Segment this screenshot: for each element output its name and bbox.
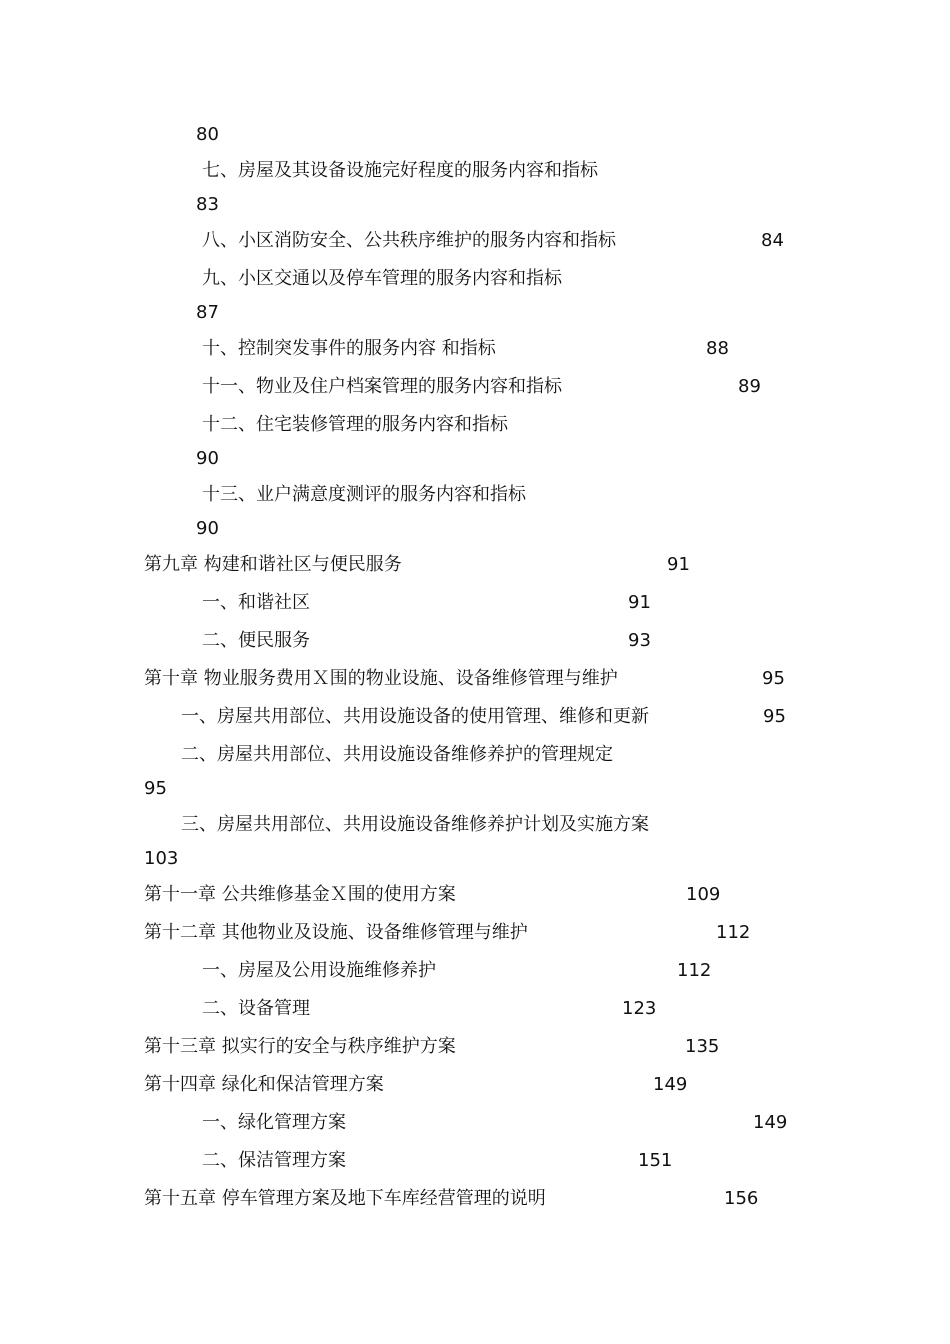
toc-entry-title: 一、和谐社区 (202, 592, 310, 613)
toc-page-number: 83 (196, 194, 219, 215)
toc-entry-title: 九、小区交通以及停车管理的服务内容和指标 (202, 268, 562, 289)
toc-entry-title: 十三、业户满意度测评的服务内容和指标 (202, 484, 526, 505)
toc-chapter-title: 第十一章 公共维修基金Ｘ围的使用方案 (144, 884, 456, 905)
toc-chapter-title: 第九章 构建和谐社区与便民服务 (144, 554, 402, 575)
toc-entry-title: 二、房屋共用部位、共用设施设备维修养护的管理规定 (181, 744, 613, 765)
toc-page-number: 123 (622, 998, 657, 1019)
toc-page-number: 95 (763, 706, 786, 727)
toc-entry-title: 二、设备管理 (202, 998, 310, 1019)
toc-page-number: 88 (706, 338, 729, 359)
toc-entry-title: 一、房屋及公用设施维修养护 (202, 960, 436, 981)
toc-page-number: 149 (753, 1112, 788, 1133)
toc-chapter-title: 第十四章 绿化和保洁管理方案 (144, 1074, 384, 1095)
toc-chapter-title: 第十三章 拟实行的安全与秩序维护方案 (144, 1036, 456, 1057)
toc-page-number: 87 (196, 302, 219, 323)
toc-page-number: 135 (685, 1036, 720, 1057)
toc-entry-title: 二、便民服务 (202, 630, 310, 651)
toc-page-number: 90 (196, 518, 219, 539)
toc-entry-title: 二、保洁管理方案 (202, 1150, 346, 1171)
toc-page-number: 91 (628, 592, 651, 613)
toc-page-number: 91 (667, 554, 690, 575)
toc-entry-title: 一、房屋共用部位、共用设施设备的使用管理、维修和更新 (181, 706, 649, 727)
toc-entry-title: 十、控制突发事件的服务内容 和指标 (202, 338, 496, 359)
toc-page-number: 95 (762, 668, 785, 689)
toc-page-number: 112 (716, 922, 751, 943)
toc-page-number: 89 (738, 376, 761, 397)
toc-page-number: 103 (144, 848, 179, 869)
toc-page-number: 93 (628, 630, 651, 651)
toc-page-number: 109 (686, 884, 721, 905)
toc-page-number: 84 (761, 230, 784, 251)
toc-page-number: 112 (677, 960, 712, 981)
toc-entry-title: 十二、住宅装修管理的服务内容和指标 (202, 414, 508, 435)
toc-page-number: 156 (724, 1188, 759, 1209)
toc-page-number: 151 (638, 1150, 673, 1171)
toc-chapter-title: 第十二章 其他物业及设施、设备维修管理与维护 (144, 922, 528, 943)
toc-entry-title: 八、小区消防安全、公共秩序维护的服务内容和指标 (202, 230, 616, 251)
toc-page-number: 149 (653, 1074, 688, 1095)
toc-entry-title: 三、房屋共用部位、共用设施设备维修养护计划及实施方案 (181, 814, 649, 835)
toc-chapter-title: 第十五章 停车管理方案及地下车库经营管理的说明 (144, 1188, 546, 1209)
toc-entry-title: 一、绿化管理方案 (202, 1112, 346, 1133)
toc-page-number: 95 (144, 778, 167, 799)
toc-entry-title: 十一、物业及住户档案管理的服务内容和指标 (202, 376, 562, 397)
toc-chapter-title: 第十章 物业服务费用Ｘ围的物业设施、设备维修管理与维护 (144, 668, 618, 689)
toc-page-number: 90 (196, 448, 219, 469)
toc-entry-title: 七、房屋及其设备设施完好程度的服务内容和指标 (202, 160, 598, 181)
toc-page-number: 80 (196, 124, 219, 145)
